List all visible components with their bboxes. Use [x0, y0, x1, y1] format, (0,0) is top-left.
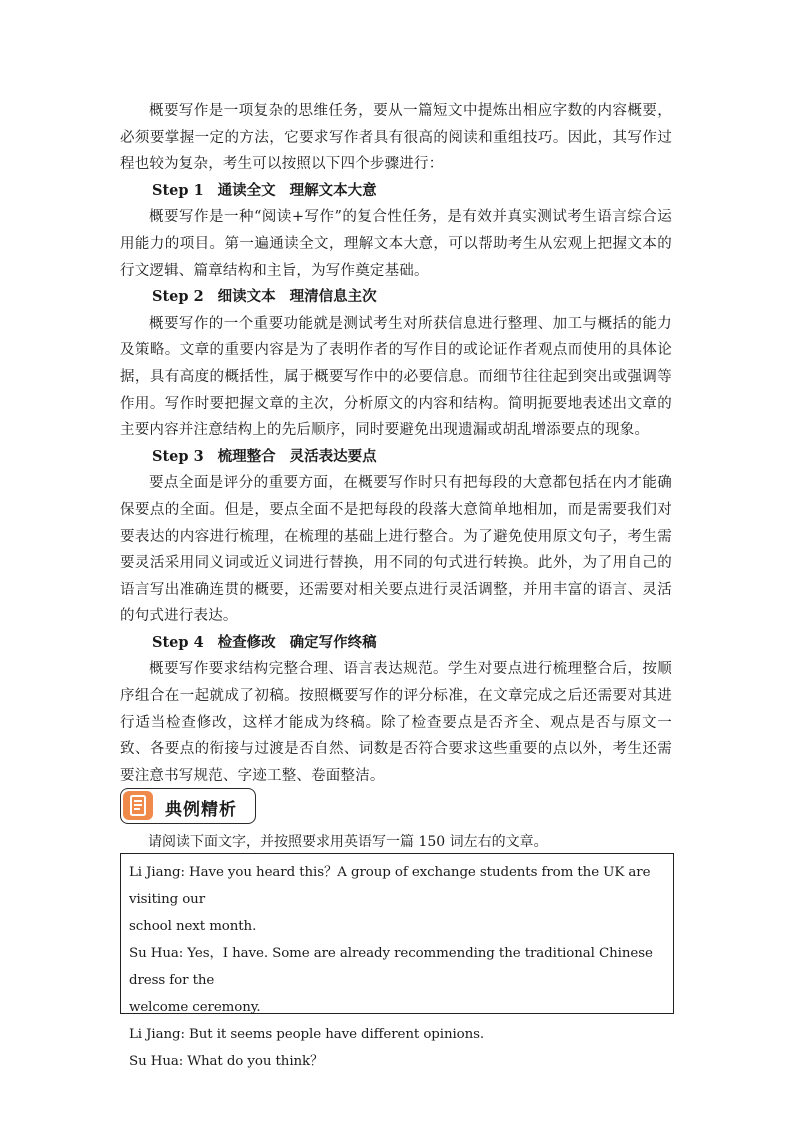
step-4-number: Step 4 — [152, 633, 204, 651]
dialogue-box — [120, 853, 674, 1069]
step-3-paragraph: 要点全面是评分的重要方面，在概要写作时只有把每段的大意都包括在内才能确保要点的全面。但是，要点全面不是把每段的段落大意简单地相加，而是需要我们对要表达的内容进行梳理，在梳理的基础上进行整合。为了避免使用原文句子，考生需要灵活采用同义词或近义词进行替换，用不同的句式进行转换。此外，为了用自己的语言写出准确连贯的概要，还需要对相关要点进行灵活调整，并用丰富的语言、灵活的句式进行表达。 — [120, 475, 672, 625]
step-1-paragraph: 概要写作是一种“阅读+写作”的复合性任务，是有效并真实测试考生语言综合运用能力的项目。第一遍通读全文，理解文本大意，可以帮助考生从宏观上把握文本的行文逻辑、篇章结构和主旨，为写作奠定基础。 — [120, 209, 672, 279]
step-2-paragraph: 概要写作的一个重要功能就是测试考生对所获信息进行整理、加工与概括的能力及策略。文章的重要内容是为了表明作者的写作目的或论证作者观点而使用的具体论据，具有高度的概括性，属于概要写作中的必要信息。而细节往往起到突出或强调等作用。写作时要把握文章的主次，分析原文的内容和结构。简明扼要地表述出文章的主要内容并注意结构上的先后顺序，同时要避免出现遗漏或胡乱增添要点的现象。 — [120, 315, 672, 439]
step-1-title-b: 理解文本大意 — [289, 181, 377, 199]
step-3-heading — [120, 444, 672, 471]
article-body — [120, 98, 672, 789]
step-4-title-b: 确定写作终稿 — [289, 633, 377, 651]
step-2-title-a: 细读文本 — [217, 288, 276, 306]
step-3-title-a: 梳理整合 — [217, 447, 276, 465]
step-1-title-a: 通读全文 — [217, 181, 276, 199]
step-4-paragraph: 概要写作要求结构完整合理、语言表达规范。学生对要点进行梳理整合后，按顺序组合在一起就成了初稿。按照概要写作的评分标准，在文章完成之后还需要对其进行适当检查修改，这样才能成为终稿。除了检查要点是否齐全、观点是否与原文一致、各要点的衔接与过渡是否自然、词数是否符合要求这些重要的点以外，考生还需要注意书写规范、字迹工整、卷面整洁。 — [120, 661, 672, 784]
step-4-title-a: 检查修改 — [217, 633, 276, 651]
intro-paragraph: 概要写作是一项复杂的思维任务，要从一篇短文中提炼出相应字数的内容概要，必须要掌握一定的方法，它要求写作者具有很高的阅读和重组技巧。因此，其写作过程也较为复杂，考生可以按照以下四个步骤进行： — [120, 103, 672, 173]
section-title: 典例精析 — [165, 800, 237, 820]
dialogue-line: school next month. — [129, 919, 257, 934]
step-3-number: Step 3 — [152, 447, 204, 465]
dialogue-line: Su Hua: Yes，I have. Some are already recommending the traditional Chinese dress for the — [129, 946, 653, 988]
step-2-number: Step 2 — [152, 288, 204, 306]
step-4-heading — [120, 630, 672, 657]
task-instruction: 请阅读下面文字，并按照要求用英语写一篇 150 词左右的文章。 — [148, 834, 548, 850]
dialogue-line: welcome ceremony. — [129, 1000, 261, 1015]
step-1-heading — [120, 178, 672, 205]
step-2-heading — [120, 284, 672, 311]
step-1-number: Step 1 — [152, 181, 204, 199]
example-section-header — [120, 788, 256, 824]
step-2-title-b: 理清信息主次 — [289, 288, 377, 306]
step-3-title-b: 灵活表达要点 — [289, 447, 377, 465]
dialogue-line: Li Jiang: But it seems people have different opinions. — [129, 1027, 485, 1042]
dialogue-line: Su Hua: What do you think？ — [129, 1054, 324, 1069]
document-icon — [123, 791, 153, 820]
dialogue-line: Li Jiang: Have you heard this？A group of exchange students from the UK are visiting our — [129, 865, 651, 907]
